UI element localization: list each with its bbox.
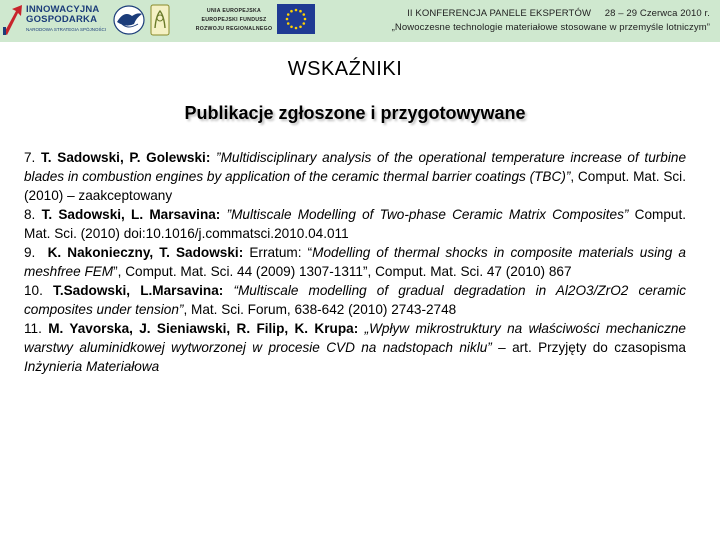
- entry-authors: M. Yavorska, J. Sieniawski, R. Filip, K. Krupa:: [48, 321, 359, 336]
- logo-ig-line3: NARODOWA STRATEGIA SPÓJNOŚCI: [26, 27, 107, 32]
- entry-number: 9.: [24, 245, 36, 260]
- eu-star-icon: [290, 10, 293, 13]
- entry-source: ”, Comput. Mat. Sci. 44 (2009) 1307-1311”, Comput. Mat. Sci. 47 (2010) 867: [113, 264, 572, 279]
- header-bar: [0, 0, 720, 42]
- entry-title: Modelling of thermal shocks in composite materials using a meshfree FEM: [24, 245, 686, 279]
- eu-star-icon: [302, 22, 305, 25]
- eu-star-icon: [287, 13, 290, 16]
- logo-ig-line1: INNOWACYJNA: [26, 4, 100, 15]
- entry-authors: K. Nakonieczny, T. Sadowski:: [47, 245, 244, 260]
- entry-authors: T.Sadowski, L.Marsavina:: [53, 283, 224, 298]
- conference-theme: „Nowoczesne technologie materiałowe stosowane w przemyśle lotniczym”: [391, 22, 710, 33]
- entry-authors: T. Sadowski, P. Golewski:: [41, 150, 211, 165]
- entry-number: 10.: [24, 283, 43, 298]
- innowacyjna-gospodarka-logo: [2, 1, 107, 40]
- entry-title: ”Multiscale Modelling of Two-phase Ceramic Matrix Composites”: [226, 207, 629, 222]
- eu-star-icon: [287, 22, 290, 25]
- entry-source: , Mat. Sci. Forum, 638-642 (2010) 2743-2748: [183, 302, 457, 317]
- list-item: [24, 281, 686, 319]
- entry-title: “Multiscale modelling of gradual degradation in Al2O3/ZrO2 ceramic composites under tension”: [24, 283, 687, 317]
- eu-flag-icon: [277, 4, 315, 34]
- entry-number: 11.: [24, 321, 42, 336]
- list-item: [24, 205, 686, 243]
- entry-journal: Inżynieria Materiałowa: [24, 359, 160, 374]
- list-item: [24, 319, 686, 376]
- eu-fund-label: [194, 7, 274, 34]
- eu-line2: EUROPEJSKI FUNDUSZ: [201, 17, 267, 23]
- eu-star-icon: [295, 9, 298, 12]
- conference-name: II KONFERENCJA PANELE EKSPERTÓW: [407, 8, 592, 19]
- eu-star-icon: [290, 25, 293, 28]
- entry-source: – art. Przyjęty do czasopisma: [491, 340, 686, 355]
- eu-star-icon: [286, 18, 289, 21]
- bird-logo-icon: [112, 4, 146, 36]
- conference-title: [407, 8, 710, 19]
- eu-star-icon: [295, 27, 298, 30]
- entry-source: Comput. Mat. Sci. (2010) doi:10.1016/j.commatsci.2010.04.011: [24, 207, 687, 241]
- conference-dates: 28 – 29 Czerwca 2010 r.: [604, 8, 710, 19]
- entry-source: , Comput. Mat. Sci. (2010) – zaakceptowany: [24, 169, 686, 203]
- eu-star-icon: [304, 18, 307, 21]
- entry-number: 7.: [24, 150, 36, 165]
- seal-logo-icon: [150, 4, 170, 36]
- publication-list: [24, 148, 686, 376]
- list-item: [24, 243, 686, 281]
- entry-authors: T. Sadowski, L. Marsavina:: [41, 207, 221, 222]
- eu-star-icon: [299, 10, 302, 13]
- eu-line1: UNIA EUROPEJSKA: [206, 8, 262, 14]
- list-item: [24, 148, 686, 205]
- entry-prefix: Erratum: “: [249, 245, 313, 260]
- page-subtitle: Publikacje zgłoszone i przygotowywane: [184, 103, 526, 123]
- eu-line3: ROZWOJU REGIONALNEGO: [195, 26, 273, 32]
- eu-star-icon: [299, 25, 302, 28]
- logo-ig-line2: GOSPODARKA: [26, 14, 98, 25]
- entry-number: 8.: [24, 207, 36, 222]
- arrow-logo-icon: [2, 3, 24, 37]
- eu-star-icon: [302, 13, 305, 16]
- page-title: WSKAŹNIKI: [287, 58, 403, 80]
- entry-title: ”Multidisciplinary analysis of the operational temperature increase of turbine blades in combustion engines by application of the ceramic thermal barrier coatings (TBC)”: [24, 150, 686, 184]
- entry-title: „Wpływ mikrostruktury na właściwości mechaniczne warstwy aluminidkowej wytworzonej w procesie CVD na nadstopach niklu”: [24, 321, 686, 355]
